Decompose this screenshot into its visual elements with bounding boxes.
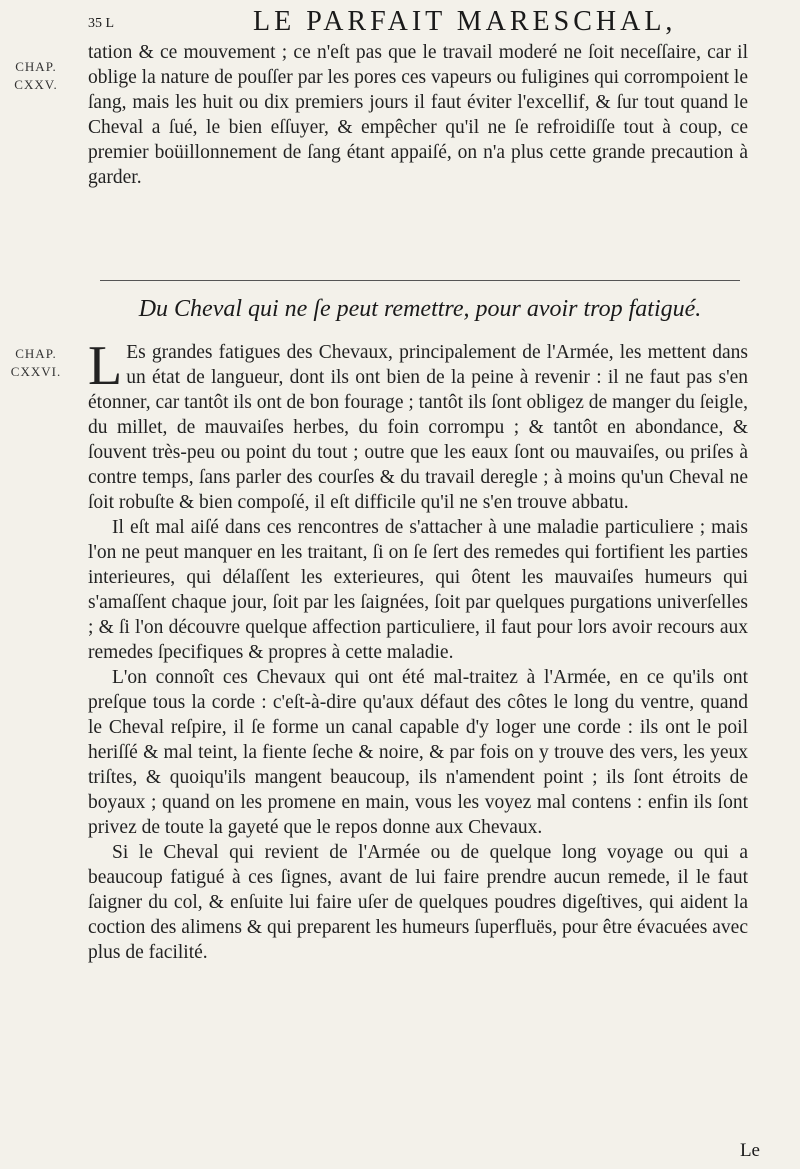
section-divider [100, 280, 740, 281]
paragraph-1 [88, 335, 748, 515]
section-body [88, 335, 748, 965]
continuation-paragraph: tation & ce mouvement ; ce n'eſt pas que le travail moderé ne ſoit neceſſaire, car il oblige la nature de pouſſer par les pores ces vapeurs ou fuligines qui corrompoient le ſang, mais les huit ou dix premiers jours il faut éviter l'excellif, & ſur tout quand le Cheval a ſué, le bien eſſuyer, & empêcher qu'il ne ſe refroidiſſe tout à coup, ce premier boüillonnement de ſang étant appaiſé, on n'a plus cette grande precaution à garder. [88, 42, 748, 188]
running-title: LE PARFAIT MARESCHAL, [253, 6, 677, 37]
continuation-text [88, 40, 748, 190]
paragraph-3: L'on connoît ces Chevaux qui ont été mal-traitez à l'Armée, en ce qu'ils ont preſque tous la corde : c'eſt-à-dire qu'aux défaut des côtes le long du ventre, quand le Cheval reſpire, il ſe forme un canal capable d'y loger une corde : ils ont le poil heriſſé & mal teint, la fiente ſeche & noire, & par fois on y trouve des vers, les yeux triſtes, & quoiqu'ils mangent beaucoup, ils n'amendent point ; ils ſont étroits de boyaux ; quand on les promene en main, vous les voyez mal contens : enfin ils ſont privez de toute la gayeté que le repos donne aux Chevaux. [88, 667, 748, 838]
margin-note-chap-cxxvi [6, 345, 66, 381]
margin-chap-number: CXXV. [14, 77, 58, 92]
margin-chap-label: CHAP. [15, 346, 57, 361]
paragraph-2: Il eſt mal aiſé dans ces rencontres de s'attacher à une maladie particuliere ; mais l'on ne peut manquer en les traitant, ſi on ſe ſert des remedes qui fortifient les parties interieures, qui délaſſent les exterieures, qui ôtent les mauvaiſes humeurs qui s'amaſſent chaque jour, ſoit par les ſaignées, ſoit par quelques purgations univerſelles ; & ſi l'on découvre quelque affection particuliere, il faut pour lors avoir recours aux remedes ſpecifiques & propres à cette maladie. [88, 517, 748, 663]
page-header [88, 6, 738, 36]
paragraph-4: Si le Cheval qui revient de l'Armée ou de quelque long voyage ou qui a beaucoup fatigué à ces ſignes, avant de lui faire prendre aucun remede, il le faut ſaigner du col, & enſuite lui faire uſer de quelques poudres digeſtives, qui aident la coction des alimens & qui preparent les humeurs ſuperfluës, pour être évacuées avec plus de facilité. [88, 842, 748, 963]
drop-cap: L [88, 335, 123, 397]
paragraph-1-text: Es grandes fatigues des Chevaux, principalement de l'Armée, les mettent dans un état de langueur, dont ils ont bien de la peine à revenir : il ne faut pas s'en étonner, car tantôt ils ont de bon fourage ; tantôt ils ſont obligez de manger du ſeigle, du millet, de mauvaiſes herbes, du foin corrompu ; & tantôt en abondance, & ſouvent très-peu ou point du tout ; outre que les eaux ſont ou mauvaiſes, ou priſes à contre temps, ſans parler des courſes & du travail deregle ; à moins qu'un Cheval ne ſoit robuſte & bien compoſé, il eſt difficile qu'il ne s'en trouve abbatu. [88, 342, 748, 513]
margin-note-chap-cxxv [6, 58, 66, 94]
section-title: Du Cheval qui ne ſe peut remettre, pour avoir trop fatigué. [138, 296, 702, 322]
margin-chap-number: CXXVI. [10, 364, 62, 379]
margin-chap-label: CHAP. [15, 59, 57, 74]
catchword: Le [739, 1140, 760, 1161]
page-number: 35 L [88, 16, 115, 31]
